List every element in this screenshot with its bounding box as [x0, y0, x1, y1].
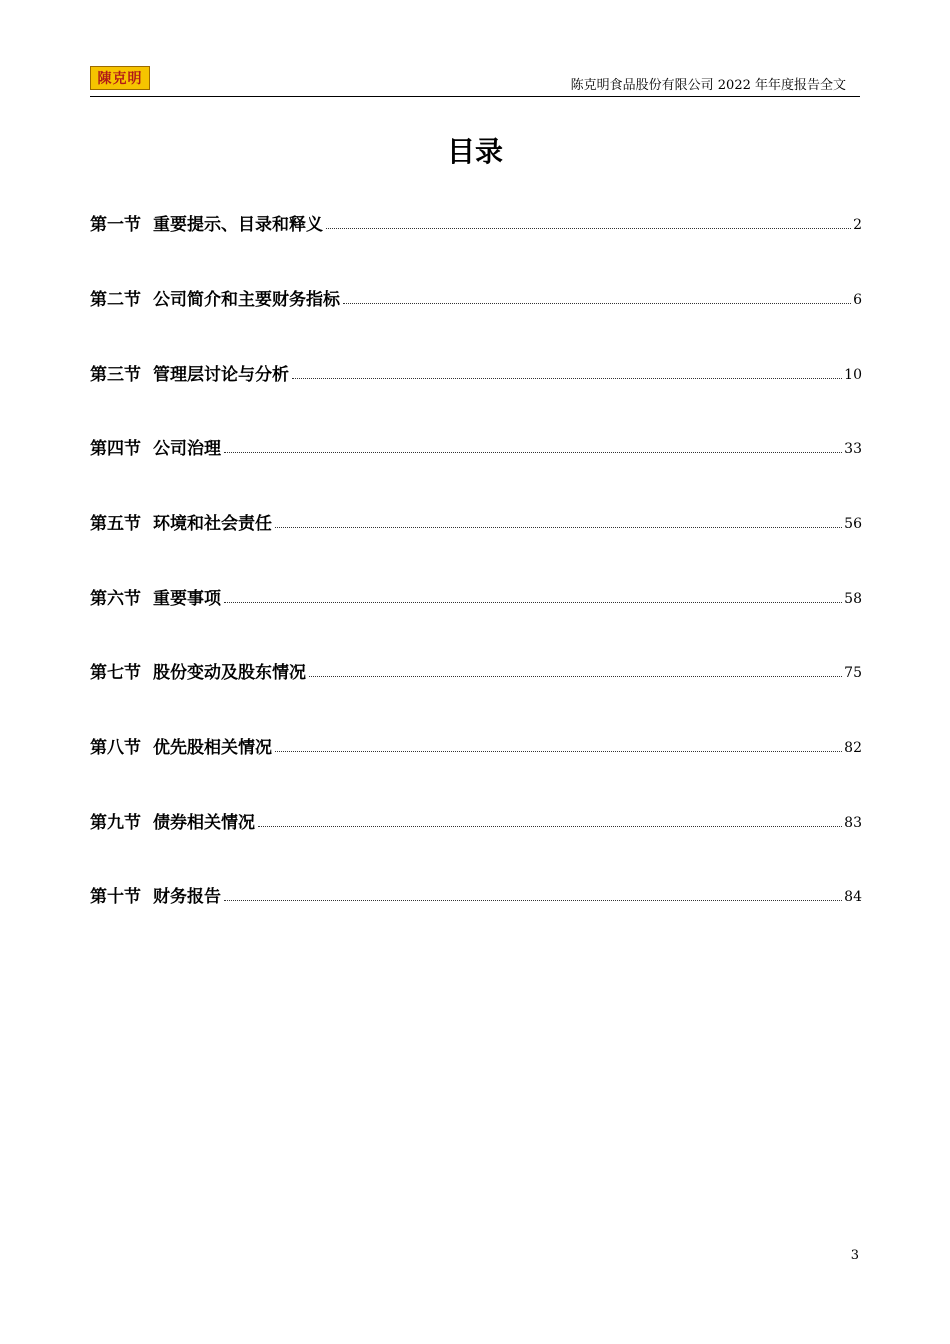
toc-section-title: 债券相关情况 — [153, 813, 255, 833]
toc-entry[interactable] — [90, 207, 862, 237]
toc-page-number: 56 — [844, 516, 862, 532]
toc-section-number: 第十节 — [90, 887, 141, 907]
toc-entry[interactable] — [90, 357, 862, 387]
toc-leader-dots — [224, 601, 842, 603]
toc-entry[interactable] — [90, 506, 862, 536]
toc-section-title: 公司治理 — [153, 439, 221, 459]
toc-page-number: 75 — [844, 665, 862, 681]
toc-entry[interactable] — [90, 805, 862, 835]
toc-entry[interactable] — [90, 581, 862, 611]
toc-page-number: 84 — [844, 889, 862, 905]
toc-leader-dots — [309, 675, 842, 677]
page-number: 3 — [850, 1248, 859, 1263]
page-header — [90, 64, 860, 97]
toc-section-title: 股份变动及股东情况 — [153, 663, 306, 683]
toc-section-title: 公司简介和主要财务指标 — [153, 290, 340, 310]
toc-section-number: 第一节 — [90, 215, 141, 235]
toc-leader-dots — [292, 377, 842, 379]
toc-entry[interactable] — [90, 282, 862, 312]
toc-section-number: 第四节 — [90, 439, 141, 459]
toc-entry-label — [90, 363, 289, 387]
toc-entry[interactable] — [90, 655, 862, 685]
toc-entry-label — [90, 213, 323, 237]
toc-section-title: 优先股相关情况 — [153, 738, 272, 758]
toc-entry-label — [90, 288, 340, 312]
toc-leader-dots — [343, 302, 851, 304]
toc-page-number: 83 — [844, 815, 862, 831]
toc-leader-dots — [275, 526, 842, 528]
toc-entry-label — [90, 811, 255, 835]
toc-entry-label — [90, 736, 272, 760]
toc-section-title: 财务报告 — [153, 887, 221, 907]
toc-entry[interactable] — [90, 431, 862, 461]
toc-section-number: 第五节 — [90, 514, 141, 534]
toc-page-number: 6 — [853, 292, 862, 308]
toc-section-number: 第九节 — [90, 813, 141, 833]
document-title: 目录 — [446, 135, 503, 168]
toc-section-title: 环境和社会责任 — [153, 514, 272, 534]
toc-leader-dots — [258, 825, 842, 827]
toc-entry-label — [90, 661, 306, 685]
company-logo: 陳克明 — [90, 66, 150, 90]
toc-section-number: 第二节 — [90, 290, 141, 310]
toc-section-number: 第三节 — [90, 365, 141, 385]
toc-entry[interactable] — [90, 730, 862, 760]
toc-entry-label — [90, 437, 221, 461]
toc-section-title: 重要提示、目录和释义 — [153, 215, 323, 235]
toc-entry-label — [90, 885, 221, 909]
toc-page-number: 82 — [844, 740, 862, 756]
toc-section-number: 第八节 — [90, 738, 141, 758]
header-title: 陈克明食品股份有限公司 2022 年年度报告全文 — [570, 78, 846, 93]
toc-page-number: 10 — [844, 367, 862, 383]
toc-entry[interactable] — [90, 879, 862, 909]
toc-section-title: 管理层讨论与分析 — [153, 365, 289, 385]
toc-entry-label — [90, 512, 272, 536]
toc-page-number: 2 — [853, 217, 862, 233]
toc-leader-dots — [224, 899, 842, 901]
toc-leader-dots — [326, 227, 851, 229]
toc-entry-label — [90, 587, 221, 611]
toc-section-number: 第七节 — [90, 663, 141, 683]
toc-page-number: 58 — [844, 591, 862, 607]
toc-leader-dots — [224, 451, 842, 453]
toc-section-number: 第六节 — [90, 589, 141, 609]
toc-leader-dots — [275, 750, 842, 752]
toc-section-title: 重要事项 — [153, 589, 221, 609]
toc-page-number: 33 — [844, 441, 862, 457]
